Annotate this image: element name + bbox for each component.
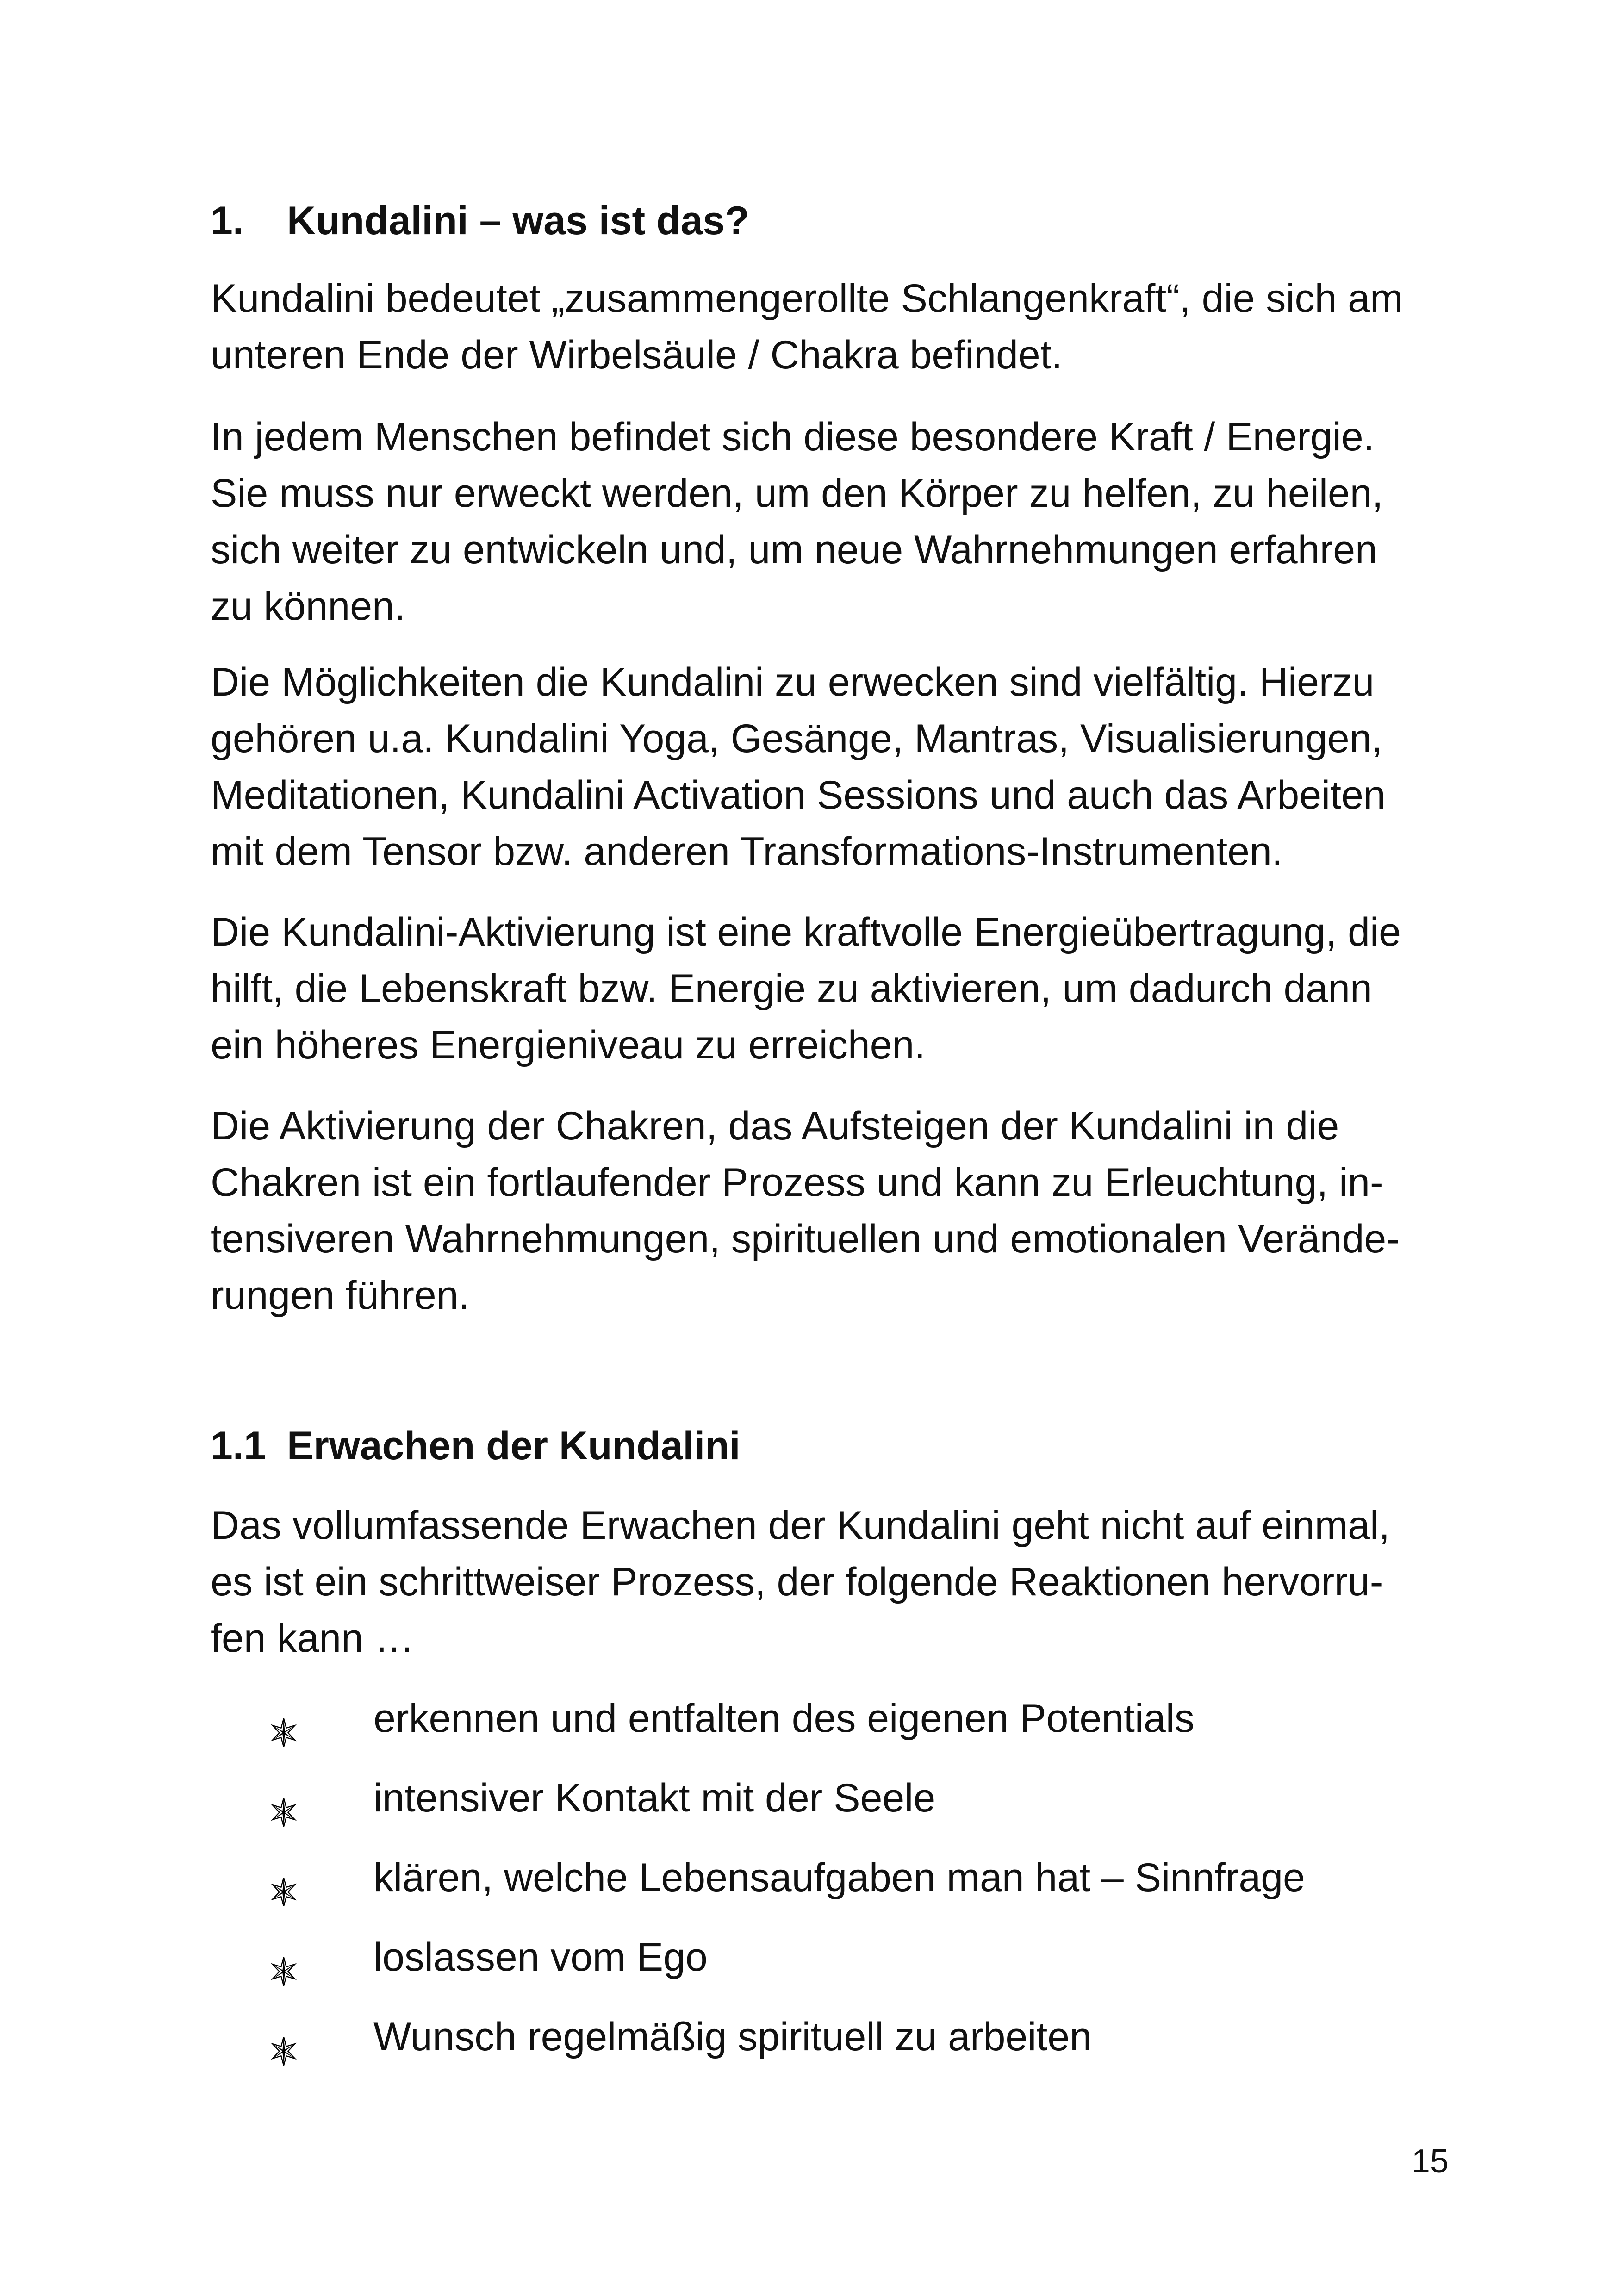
text-line: Die Möglichkeiten die Kundalini zu erwecken sind vielfältig. Hierzu [211,660,1375,704]
list-item-text: erkennen und entfalten des eigenen Potentials [373,1696,1195,1741]
six-pointed-star-icon [271,1785,297,1814]
paragraph [211,904,1460,1073]
heading-title: Erwachen der Kundalini [287,1424,741,1468]
list-item-text: Wunsch regelmäßig spirituell zu arbeiten [373,2015,1092,2059]
six-pointed-star-icon [271,1705,297,1734]
text-line: sich weiter zu entwickeln und, um neue Wahrnehmungen erfahren [211,528,1377,572]
six-pointed-star-icon [271,2024,297,2053]
list-item-text: loslassen vom Ego [373,1935,708,1979]
text-line: In jedem Menschen befindet sich diese besondere Kraft / Energie. [211,415,1375,459]
text-line: Die Aktivierung der Chakren, das Aufsteigen der Kundalini in die [211,1104,1339,1148]
section-heading [211,193,1460,249]
subsection-heading [211,1418,1460,1474]
text-line: es ist ein schrittweiser Prozess, der folgende Reaktionen hervorru- [211,1560,1383,1604]
text-line: Chakren ist ein fortlaufender Prozess und kann zu Erleuchtung, in- [211,1160,1383,1205]
text-line: rungen führen. [211,1273,470,1318]
paragraph [211,1098,1460,1324]
text-line: zu können. [211,584,405,628]
page-number: 15 [1411,2143,1449,2180]
paragraph [211,1497,1460,1667]
text-line: Die Kundalini-Aktivierung ist eine kraftvolle Energieübertragung, die [211,910,1401,954]
text-line: unteren Ende der Wirbelsäule / Chakra befindet. [211,333,1063,377]
six-pointed-star-icon [271,1865,297,1893]
text-line: ein höheres Energieniveau zu erreichen. [211,1023,926,1067]
heading-title: Kundalini – was ist das? [287,199,749,243]
text-line: hilft, die Lebenskraft bzw. Energie zu aktivieren, um dadurch dann [211,966,1372,1011]
paragraph [211,654,1460,880]
paragraph [211,409,1460,635]
heading-number: 1.1 [211,1424,266,1468]
text-line: Kundalini bedeutet „zusammengerollte Schlangenkraft“, die sich am [211,276,1403,321]
list-item-text: klären, welche Lebensaufgaben man hat – Sinnfrage [373,1855,1305,1900]
heading-number: 1. [211,199,244,243]
six-pointed-star-icon [271,1944,297,1973]
text-line: gehören u.a. Kundalini Yoga, Gesänge, Mantras, Visualisierungen, [211,716,1383,761]
text-line: Das vollumfassende Erwachen der Kundalini geht nicht auf einmal, [211,1503,1390,1548]
text-line: fen kann … [211,1616,414,1661]
paragraph [211,270,1460,383]
text-line: mit dem Tensor bzw. anderen Transformations-Instrumenten. [211,829,1283,874]
text-line: tensiveren Wahrnehmungen, spirituellen und emotionalen Verände- [211,1217,1400,1261]
list-item-text: intensiver Kontakt mit der Seele [373,1776,936,1820]
text-line: Meditationen, Kundalini Activation Sessions und auch das Arbeiten [211,773,1386,817]
text-line: Sie muss nur erweckt werden, um den Körper zu helfen, zu heilen, [211,471,1383,516]
